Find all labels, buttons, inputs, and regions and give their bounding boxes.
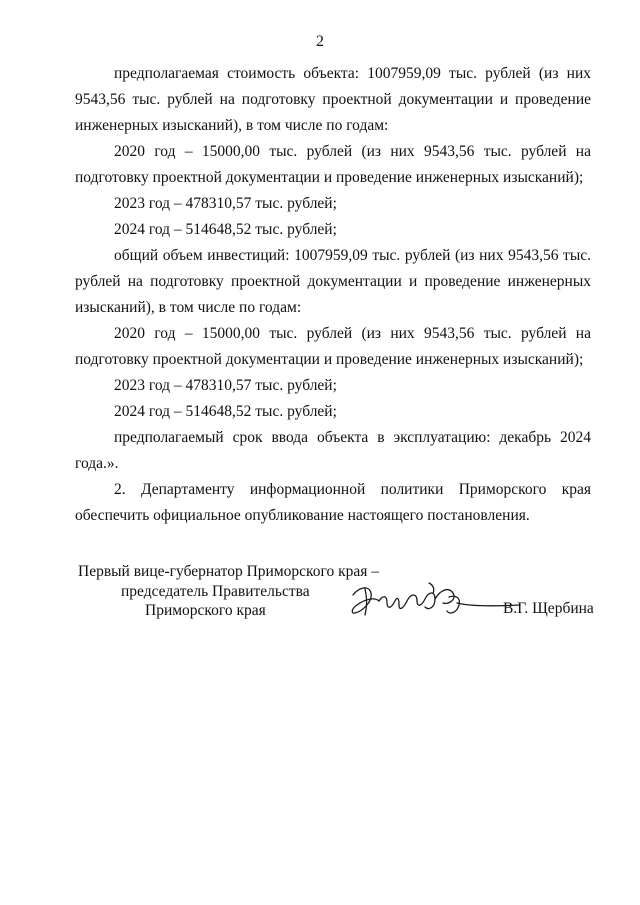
signatory-position-line3: Приморского края bbox=[145, 602, 266, 619]
paragraph-investment-2023: 2023 год – 478310,57 тыс. рублей; bbox=[114, 377, 337, 394]
paragraph-investment-2020: 2020 год – 15000,00 тыс. рублей (из них 9543,56 тыс. рублей на подготовку проектной документации и проведение инженерных изысканий); bbox=[75, 325, 591, 368]
paragraph-total-investment: общий объем инвестиций: 1007959,09 тыс. рублей (из них 9543,56 тыс. рублей на подготовку проектной документации и проведение инженерных изысканий), в том числе по годам: bbox=[75, 247, 591, 316]
signatory-name: В.Г. Щербина bbox=[503, 600, 594, 617]
paragraph-estimated-cost: предполагаемая стоимость объекта: 1007959,09 тыс. рублей (из них 9543,56 тыс. рублей на подготовку проектной документации и проведение инженерных изысканий), в том числе по годам: bbox=[75, 65, 591, 134]
signatory-position-line2: председатель Правительства bbox=[121, 583, 310, 600]
page-number: 2 bbox=[316, 33, 324, 50]
handwritten-signature bbox=[345, 575, 525, 625]
paragraph-commissioning-date: предполагаемый срок ввода объекта в эксплуатацию: декабрь 2024 года.». bbox=[75, 429, 591, 472]
paragraph-publication-order: 2. Департаменту информационной политики Приморского края обеспечить официальное опубликование настоящего постановления. bbox=[75, 481, 591, 524]
signatory-position-line1: Первый вице-губернатор Приморского края – bbox=[78, 563, 380, 580]
paragraph-investment-2024: 2024 год – 514648,52 тыс. рублей; bbox=[114, 403, 337, 420]
document-body bbox=[75, 61, 591, 529]
paragraph-cost-2024: 2024 год – 514648,52 тыс. рублей; bbox=[114, 221, 337, 238]
paragraph-cost-2023: 2023 год – 478310,57 тыс. рублей; bbox=[114, 195, 337, 212]
paragraph-cost-2020: 2020 год – 15000,00 тыс. рублей (из них 9543,56 тыс. рублей на подготовку проектной документации и проведение инженерных изысканий); bbox=[75, 143, 591, 186]
